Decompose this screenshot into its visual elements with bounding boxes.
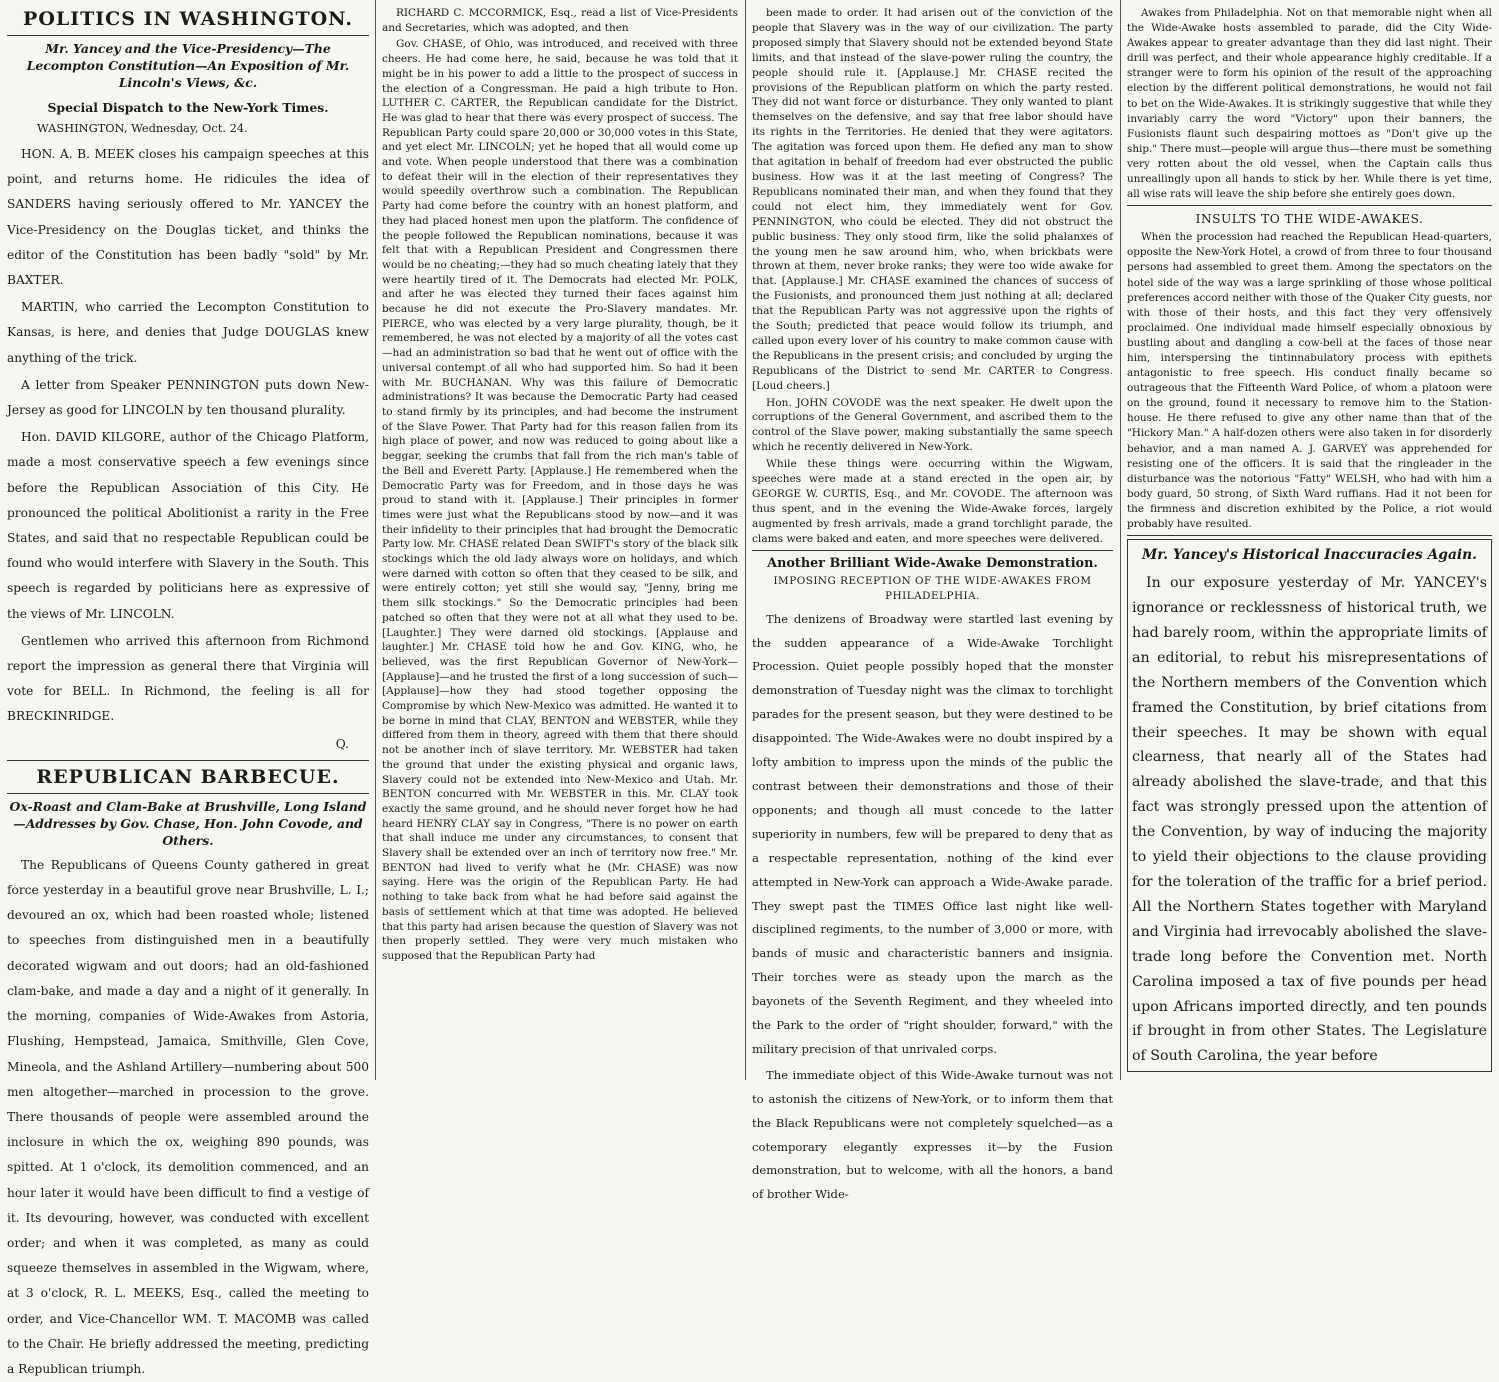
divider: [7, 760, 369, 761]
headline-insults-wide-awakes: INSULTS TO THE WIDE-AWAKES.: [1195, 212, 1424, 227]
article-body: [1132, 571, 1487, 1069]
column-1: [0, 0, 376, 1376]
paragraph: The denizens of Broadway were startled last evening by the sudden appearance of a Wide-Awake Torchlight Procession. Quiet people possibly hoped that the monster demonstration of Tuesday night was the climax to torchlight parades for the present season, but they were destined to be disappointed. The Wide-Awakes were no doubt inspired by a lofty ambition to impress upon the minds of the public the contrast between their demonstrations and those of their opponents; and though all must concede to the latter superiority in numbers, few will be prepared to deny that as a respectable representation, nothing of the kind ever attempted in New-York can approach a Wide-Awake parade. They swept past the TIMES Office last night like well-disciplined regiments, to the number of 3,000 or more, with bands of music and characteristic banners and insignia. Their torches were as steady upon the march as the bayonets of the Seventh Regiment, and they wheeled into the Park to the order of "right shoulder, forward," with the military precision of that unrivaled corps.: [752, 611, 1113, 1056]
divider: [1127, 205, 1492, 206]
headline-politics-in-washington: POLITICS IN WASHINGTON.: [23, 8, 353, 30]
column-4: [1120, 0, 1499, 1080]
dateline: WASHINGTON, Wednesday, Oct. 24.: [37, 121, 248, 135]
divider: [7, 793, 369, 794]
subheadline-imposing-reception: IMPOSING RECEPTION OF THE WIDE-AWAKES FROM PHILADELPHIA.: [773, 574, 1092, 602]
paragraph: A letter from Speaker PENNINGTON puts down New-Jersey as good for LINCOLN by ten thousand plurality.: [7, 377, 369, 418]
divider: [7, 35, 369, 36]
editorial-box: [1127, 539, 1492, 1072]
subheadline-ox-roast: Ox-Roast and Clam-Bake at Brushville, Long Island—Addresses by Gov. Chase, Hon. John Covode, and Others.: [9, 798, 367, 848]
headline-wide-awake-demonstration: Another Brilliant Wide-Awake Demonstration.: [767, 555, 1098, 571]
paragraph: While these things were occurring within the Wigwam, speeches were made at a stand erected in the open air, by GEORGE W. CURTIS, Esq., and Mr. COVODE. The afternoon was thus spent, and in the evening the Wide-Awake forces, largely augmented by fresh arrivals, made a grand torchlight parade, the clams were baked and eaten, and more speeches were delivered.: [752, 458, 1113, 545]
dispatch-line: Special Dispatch to the New-York Times.: [47, 100, 329, 115]
paragraph: Hon. DAVID KILGORE, author of the Chicago Platform, made a most conservative speech a few evenings since before the Republican Association of this City. He pronounced the political Abolitionist a rarity in the Free States, and said that no respectable Republican could be found who would interfere with Slavery in the South. This speech is regarded by politicians here as expressive of the views of Mr. LINCOLN.: [7, 430, 369, 621]
paragraph: Gentlemen who arrived this afternoon from Richmond report the impression as general there that Virginia will vote for BELL. In Richmond, the feeling is all for BRECKINRIDGE.: [7, 633, 369, 724]
column-3: [745, 0, 1120, 1202]
paragraph: RICHARD C. MCCORMICK, Esq., read a list of Vice-Presidents and Secretaries, which was adopted, and then: [382, 7, 738, 34]
paragraph: In our exposure yesterday of Mr. YANCEY's ignorance or recklessness of historical truth, we had barely room, within the appropriate limits of an editorial, to rebut his misrepresentations of the Northern members of the Convention which framed the Constitution, by brief citations from their speeches. It may be shown with equal clearness, that nearly all of the States had already abolished the slave-trade, and that this fact was strongly pressed upon the attention of the Convention, by way of inducing the majority to yield their objections to the clause providing for the toleration of the traffic for a brief period. All the Northern States together with Maryland and Virginia had irrevocably abolished the slave-trade long before the Convention met. North Carolina imposed a tax of five pounds per head upon Africans imported directly, and ten pounds if brought in from other States. The Legislature of South Carolina, the year before: [1132, 575, 1487, 1065]
paragraph: The immediate object of this Wide-Awake turnout was not to astonish the citizens of New-York, or to inform them that the Black Republicans were not completely squelched—as a cotemporary elegantly expresses it—by the Fusion demonstration, but to welcome, with all the honors, a band of brother Wide-: [752, 1067, 1113, 1202]
paragraph: been made to order. It had arisen out of the conviction of the people that Slavery was in the way of our civilization. The party proposed simply that Slavery should not be extended beyond State limits, and that instead of the slave-power ruling the country, the people should rule it. [Applause.] Mr. CHASE recited the provisions of the Republican platform on which the party rested. They did not want force or disturbance. They only wanted to plant themselves on the defensive, and say that free labor should have its rights in the Territories. He denied that they were agitators. The agitation was forced upon them. He defied any man to show that agitation in behalf of freedom had ever obstructed the public business. How was it at the last meeting of Congress? The Republicans nominated their man, and when they found that they could not elect him, they immediately went for Gov. PENNINGTON, who could be elected. They did not obstruct the public business. They only stood firm, like the solid phalanxes of the young men he saw around him, who, when brickbats were thrown at them, never broke ranks; they were too wide awake for that. [Applause.] Mr. CHASE examined the chances of success of the Fusionists, and pronounced them just nothing at all; declared that the Republican Party was not aggressive upon the rights of the South; predicted that peace would follow its triumph, and called upon every lover of his country to make common cause with the Republicans in the present crisis; and concluded by urging the Republicans of the District to send Mr. CARTER to Congress. [Loud cheers.]: [752, 7, 1113, 392]
paragraph: Hon. JOHN COVODE was the next speaker. He dwelt upon the corruptions of the General Government, and ascribed them to the control of the Slave power, making substantially the same speech which he recently delivered in New-York.: [752, 396, 1113, 454]
signoff: Q.: [335, 736, 349, 751]
subheadline-yancey: Mr. Yancey and the Vice-Presidency—The Lecompton Constitution—An Exposition of Mr. Lincoln's Views, &c.: [26, 41, 350, 90]
column-2: [375, 0, 745, 1080]
paragraph: HON. A. B. MEEK closes his campaign speeches at this point, and returns home. He ridicules the idea of SANDERS having seriously offered to Mr. YANCEY the Vice-Presidency on the Douglas ticket, and thinks the editor of the Constitution has been badly "sold" by Mr. BAXTER.: [7, 147, 369, 288]
paragraph: Gov. CHASE, of Ohio, was introduced, and received with three cheers. He had come here, he said, because he was told that it might be in his power to add a little to the prospect of success in the election of a Congressman. He paid a high tribute to Hon. LUTHER C. CARTER, the Republican candidate for the District. He was glad to hear that there was every prospect of success. The Republican Party could spare 20,000 or 30,000 votes in this State, and yet elect Mr. LINCOLN; yet he hoped that all would come up and vote. When people understood that there was a combination to defeat their will in the election of their representatives they would speedily overthrow such a combination. The Republican Party had come before the country with an honest platform, and they had placed honest men upon the platform. The confidence of the people followed the Republican nominations, because it was felt that with a Republican President and Congressmen there would be no cheating;—they had so much cheating lately that they were heartily tired of it. The Democrats had elected Mr. POLK, and after he was elected they turned their faces against him because he did not execute the Pro-Slavery mandates. Mr. PIERCE, who was elected by a very large plurality, though, be it remembered, he was not elected by a majority of all the votes cast—had an administration so bad that he went out of office with the universal contempt of all who had supported him. So had it been with Mr. BUCHANAN. Why was this failure of Democratic administrations? It was because the Democratic Party had ceased to stand firmly by its principles, and had become the instrument of the Slave Power. That Party had for this reason fallen from its high place of power, and now was reduced to going about like a beggar, seeking the crumbs that fall from the rich man's table of the Bell and Everett Party. [Applause.] He remembered when the Democratic Party was for Freedom, and in those days he was proud to stand with it. [Applause.] Their principles in former times were just what the Republicans stood by now—and it was their infidelity to their principles that had brought the Democratic Party low. Mr. CHASE related Dean SWIFT's story of the black silk stockings which the old lady always wore on holidays, and which were darned with cotton so often that they ceased to be silk, and were entirely cotton; yet still she would say, "Jenny, bring me them silk stockings." So the Democratic principles had been patched so often that they were not at all what they used to be. [Laughter.] They were darned old stockings. [Applause and laughter.] Mr. CHASE told how he and Gov. KING, who, he believed, was the first Republican Governor of New-York—[Applause]—and he trusted the first of a long succession of such—[Applause]—how they had stood together opposing the Compromise by which New-Mexico was admitted. He wanted it to be borne in mind that CLAY, BENTON and WEBSTER, while they differed from them in theory, agreed with them that there should not be another inch of slave territory. Mr. WEBSTER had taken the ground that under the existing physical and organic laws, Slavery could not be extended into New-Mexico and Utah. Mr. BENTON concurred with Mr. WEBSTER in this. Mr. CLAY took exactly the same ground, and he should never forget how he had heard HENRY CLAY say in Congress, "There is no power on earth that shall induce me under any circumstances, to consent that Slavery shall be extended over an inch of territory now free." Mr. BENTON had lived to verify what he (Mr. CHASE) was now saying. Here was the origin of the Republican Party. He had nothing to take back from what he had before said against the basis of settlement which at that time was adopted. He believed that this party had arisen because the question of Slavery was not then properly settled. They were very much mistaken who supposed that the Republican Party had: [382, 38, 738, 962]
headline-republican-barbecue: REPUBLICAN BARBECUE.: [36, 765, 340, 788]
headline-yancey-inaccuracies: Mr. Yancey's Historical Inaccuracies Again.: [1142, 547, 1477, 564]
divider: [752, 550, 1113, 551]
paragraph: When the procession had reached the Republican Head-quarters, opposite the New-York Hotel, a crowd of from three to four thousand persons had assembled to greet them. Among the spectators on the hotel side of the way was a large sprinkling of those whose political preferences accord neither with those of the Quaker City guests, nor with those of their hosts, and this fact they very offensively proclaimed. One individual made himself especially obnoxious by bustling about and dangling a cow-bell at the faces of those near him, interspersing the tintinnabulatory process with epithets antagonistic to free speech. His conduct finally became so outrageous that the Fifteenth Ward Police, of whom a platoon were on the ground, found it necessary to remove him to the Station-house. He there refused to give any other name than that of the "Hickory Man." A half-dozen others were also taken in for disorderly behavior, and a man named A. J. GARVEY was apprehended for resisting one of the officers. It is said that the ringleader in the disturbance was the notorious "Fatty" WELSH, who had with him a body guard, 50 strong, of Sixth Ward ruffians. Had it not been for the firmness and discretion exhibited by the Police, a riot would probably have resulted.: [1127, 231, 1492, 530]
paragraph: The Republicans of Queens County gathered in great force yesterday in a beautiful grove near Brushville, L. I.; devoured an ox, which had been roasted whole; listened to speeches from distinguished men in a beautifully decorated wigwam and out doors; had an old-fashioned clam-bake, and made a day and a night of it generally. In the morning, companies of Wide-Awakes from Astoria, Flushing, Hempstead, Jamaica, Smithville, Glen Cove, Mineola, and the Ashland Artillery—numbering about 500 men altogether—marched in procession to the grove. There thousands of people were assembled around the inclosure in which the ox, weighing 890 pounds, was spitted. At 1 o'clock, its demolition commenced, and an hour later it would have been difficult to find a vestige of it. Its devouring, however, was conducted with excellent order; and when it was completed, as many as could squeeze themselves in assembled in the Wigwam, where, at 3 o'clock, R. L. MEEKS, Esq., called the meeting to order, and Vice-Chancellor WM. T. MACOMB was called to the Chair. He briefly addressed the meeting, predicting a Republican triumph.: [7, 857, 369, 1376]
paragraph: MARTIN, who carried the Lecompton Constitution to Kansas, is here, and denies that Judge DOUGLAS knew anything of the trick.: [7, 300, 369, 365]
article-body: [752, 608, 1113, 1208]
paragraph: Awakes from Philadelphia. Not on that memorable night when all the Wide-Awake hosts assembled to parade, did the City Wide-Awakes appear to greater advantage than they did last night. Their drill was perfect, and their whole appearance highly creditable. If a stranger were to form his opinion of the result of the approaching election by the different political demonstrations, he would not fail to bet on the Wide-Awakes. It is strikingly suggestive that while they invariably carry the word "Victory" upon their banners, the Fusionists flaunt such despairing mottoes as "Don't give up the ship." There must—people will argue thus—there must be something very rotten about the old vessel, when the Captain calls thus unreallingly upon all hands to stick by her. While there is yet time, all wise rats will leave the ship before she entirely goes down.: [1127, 7, 1492, 201]
divider: [1127, 535, 1492, 536]
